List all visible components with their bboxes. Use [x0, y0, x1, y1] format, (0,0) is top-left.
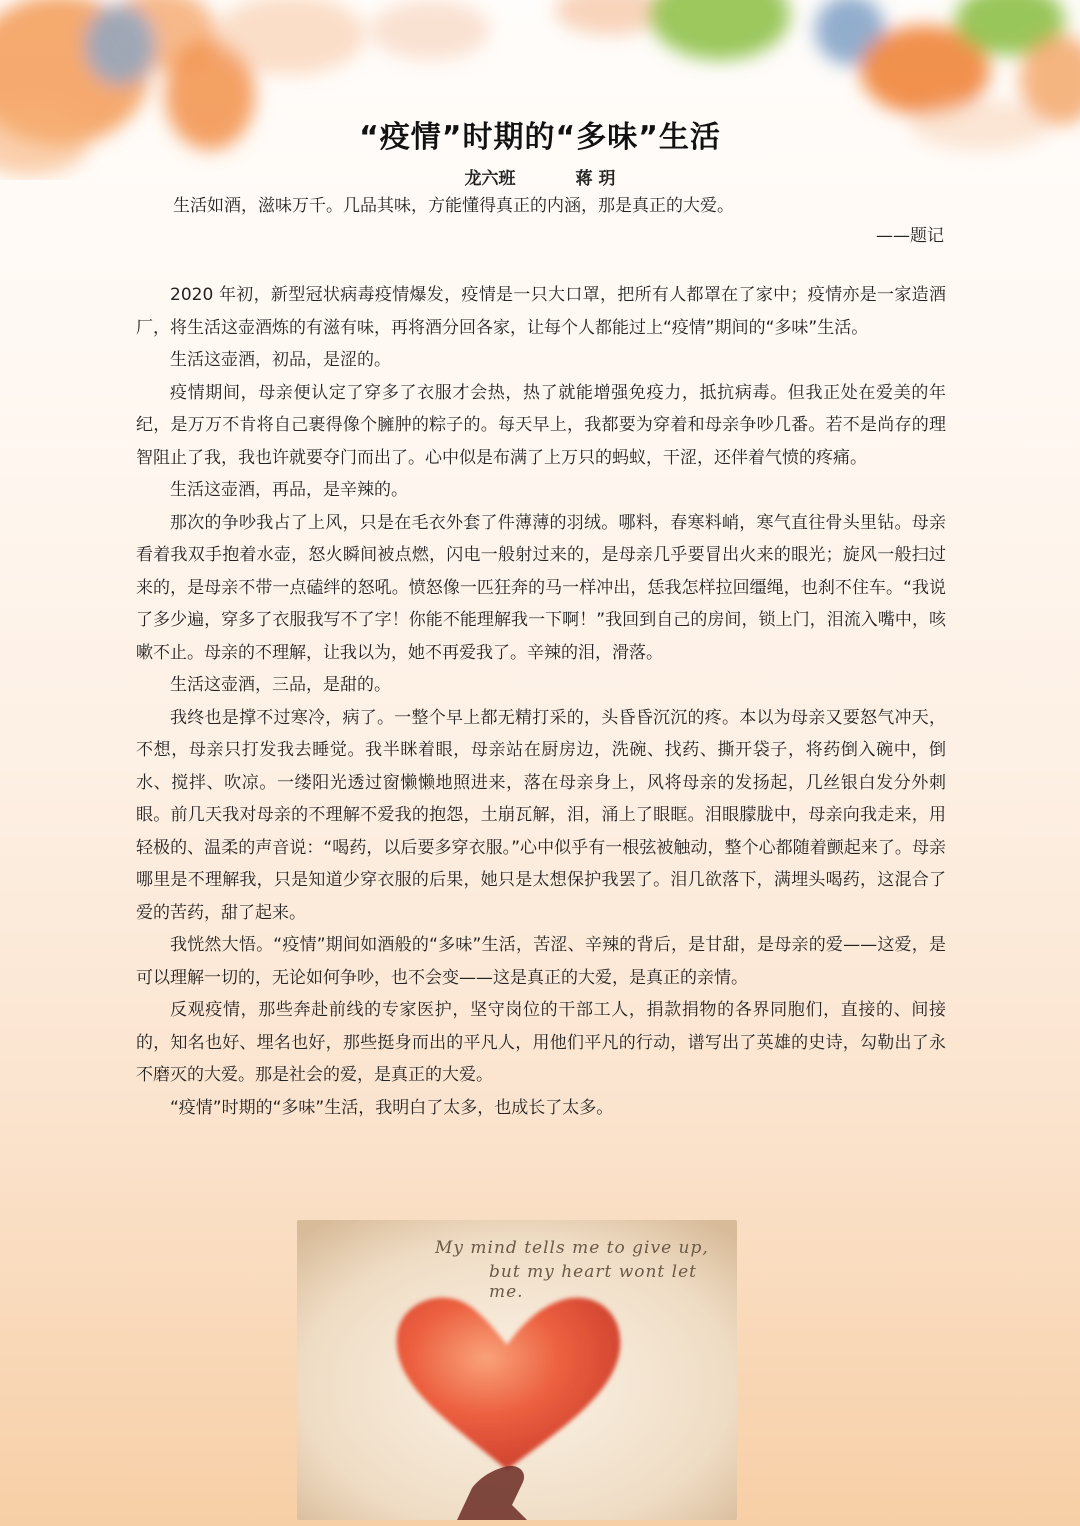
epigraph-signoff: ——题记 — [876, 226, 944, 246]
illustration-caption-line1: My mind tells me to give up, — [435, 1238, 709, 1258]
paragraph: “疫情”时期的“多味”生活，我明白了太多，也成长了太多。 — [170, 1097, 614, 1118]
epigraph: 生活如酒，滋味万千。几品其味，方能懂得真正的内涵，那是真正的大爱。 — [173, 196, 734, 216]
paragraph: 生活这壶酒，三品，是甜的。 — [170, 675, 391, 695]
article-body — [136, 279, 946, 1124]
illustration-caption-line2: but my heart wont let me. — [489, 1262, 697, 1302]
class-name: 龙六班 — [464, 169, 516, 189]
paragraph: 反观疫情，那些奔赴前线的专家医护，坚守岗位的干部工人，捐款捐物的各界同胞们，直接的、间接的，知名也好、埋名也好，那些挺身而出的平凡人，用他们平凡的行动，谱写出了英雄的史诗，勾勒出了永不磨灭的大爱。那是社会的爱，是真正的大爱。 — [136, 1000, 946, 1085]
paragraph: 我终也是撑不过寒冷，病了。一整个早上都无精打采的，头昏昏沉沉的疼。本以为母亲又要怒气冲天，不想，母亲只打发我去睡觉。我半眯着眼，母亲站在厨房边，洗碗、找药、撕开袋子，将药倒入碗中，倒水、搅拌、吹凉。一缕阳光透过窗懒懒地照进来，落在母亲身上，风将母亲的发扬起，几丝银白发分外刺眼。前几天我对母亲的不理解不爱我的抱怨，土崩瓦解，泪，涌上了眼眶。泪眼朦胧中，母亲向我走来，用轻极的、温柔的声音说：“喝药，以后要多穿衣服。”心中似乎有一根弦被触动，整个心都随着颤起来了。母亲哪里是不理解我，只是知道少穿衣服的后果，她只是太想保护我罢了。泪几欲落下，满埋头喝药，这混合了爱的苦药，甜了起来。 — [136, 707, 946, 923]
author-name: 蒋 玥 — [575, 169, 616, 189]
article-title: “疫情”时期的“多味”生活 — [359, 120, 721, 155]
paragraph: 生活这壶酒，初品，是涩的。 — [170, 350, 391, 370]
paragraph: 我恍然大悟。“疫情”期间如酒般的“多味”生活，苦涩、辛辣的背后，是甘甜，是母亲的爱——这爱，是可以理解一切的，无论如何争吵，也不会变——这是真正的大爱，是真正的亲情。 — [136, 935, 946, 988]
paragraph: 生活这壶酒，再品，是辛辣的。 — [170, 480, 408, 500]
paragraph: 疫情期间，母亲便认定了穿多了衣服才会热，热了就能增强免疫力，抵抗病毒。但我正处在爱美的年纪，是万万不肯将自己裹得像个臃肿的粽子的。每天早上，我都要为穿着和母亲争吵几番。若不是尚存的理智阻止了我，我也许就要夺门而出了。心中似是布满了上万只的蚂蚁，干涩，还伴着气愤的疼痛。 — [136, 382, 946, 468]
byline — [0, 164, 1080, 189]
paragraph: 2020 年初，新型冠状病毒疫情爆发，疫情是一只大口罩，把所有人都罩在了家中；疫情亦是一家造酒厂，将生活这壶酒炼的有滋有味，再将酒分回各家，让每个人都能过上“疫情”期间的“多味”生活。 — [136, 285, 946, 338]
paragraph: 那次的争吵我占了上风，只是在毛衣外套了件薄薄的羽绒。哪料，春寒料峭，寒气直往骨头里钻。母亲看着我双手抱着水壶，怒火瞬间被点燃，闪电一般射过来的，是母亲几乎要冒出火来的眼光；旋风一般扫过来的，是母亲不带一点磕绊的怒吼。愤怒像一匹狂奔的马一样冲出，恁我怎样拉回缰绳，也刹不住车。“我说了多少遍，穿多了衣服我写不了字！你能不能理解我一下啊！”我回到自己的房间，锁上门，泪流入嘴中，咳嗽不止。母亲的不理解，让我以为，她不再爱我了。辛辣的泪，滑落。 — [136, 512, 946, 663]
heart-illustration — [297, 1220, 737, 1520]
